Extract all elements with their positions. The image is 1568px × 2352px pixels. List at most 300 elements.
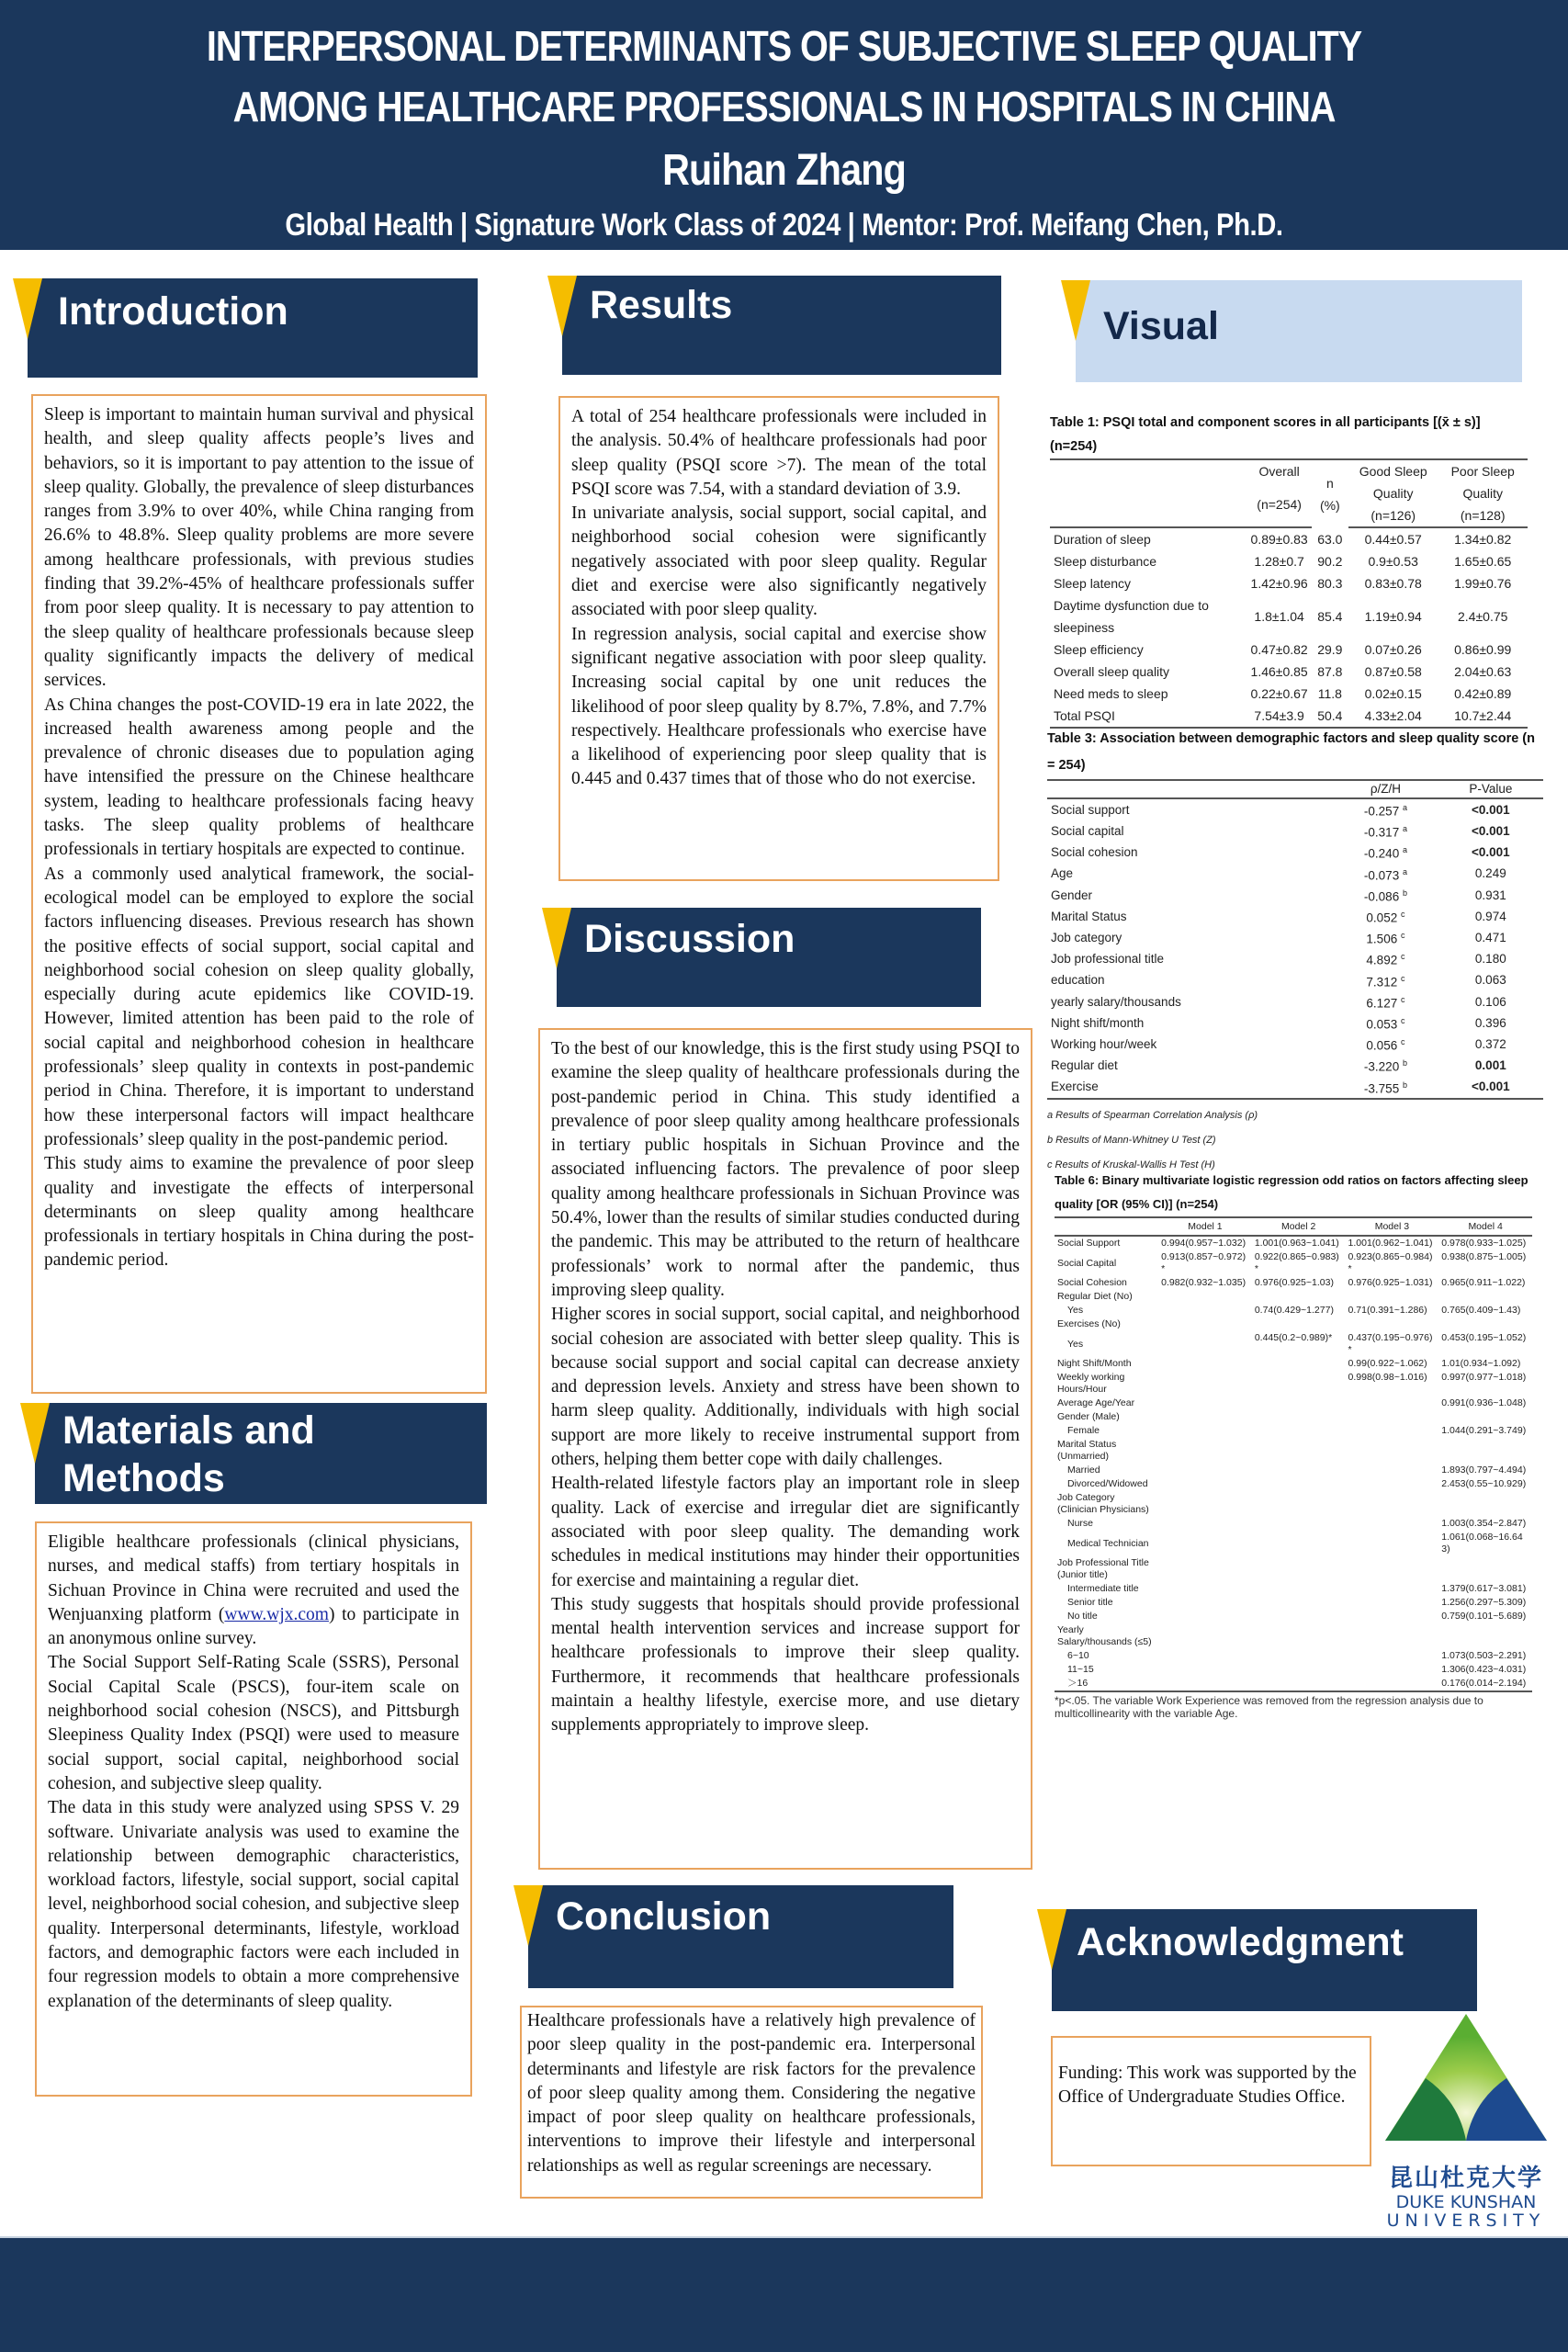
table-6-cell: 0.759(0.101~5.689) (1441, 1611, 1527, 1622)
table-6-cell (1158, 1464, 1252, 1477)
table-3-stat-cell (1333, 906, 1438, 927)
table-6-row-label: Social Support (1057, 1238, 1121, 1249)
table-6-cell: 0.71(0.391~1.286) (1348, 1305, 1427, 1316)
table-6-cell (1252, 1438, 1346, 1464)
table-3-stat: 4.892 (1366, 953, 1398, 967)
table-6-cell (1158, 1582, 1252, 1596)
table-6-row (1055, 1250, 1532, 1276)
table-3-footnote: a Results of Spearman Correlation Analysis (ρ) (1047, 1109, 1258, 1121)
conclusion-text-box: Healthcare professionals have a relatively high prevalence of poor sleep quality in the post-pandemic era. Interpersonal determinants and lifestyle are risk factors for the prevalence of poor sleep quality among them. Considering the negative impact of poor sleep quality on healthcare professionals, interventions to improve their lifestyle and interpersonal relationships as well as regular screenings are necessary. (520, 2006, 983, 2199)
table-6-row (1055, 1317, 1532, 1331)
table-6-row-label: Night Shift/Month (1057, 1358, 1132, 1369)
table-6-title: Table 6: Binary multivariate logistic regression odd ratios on factors affecting sleep quality [OR (95% CI)] (n=254) (1055, 1173, 1529, 1211)
logo-english-line-2: UNIVERSITY (1386, 2211, 1546, 2231)
table-1-cell: 0.22±0.67 (1250, 686, 1308, 701)
table-3-row-label: Job category (1051, 930, 1122, 944)
table-1-title: Table 1: PSQI total and component scores in all participants [(x̄ ± s)] (n=254) (1050, 415, 1481, 454)
table-3-row (1047, 970, 1543, 991)
table-6-cell: 0.982(0.932~1.035) (1161, 1277, 1247, 1288)
table-1-cell: 90.2 (1317, 554, 1343, 569)
table-6-cell: 0.965(0.911~1.022) (1441, 1277, 1526, 1288)
table-6-cell (1252, 1649, 1346, 1663)
table-6-cell: 1.379(0.617~3.081) (1441, 1583, 1527, 1594)
table-1-row (1050, 594, 1528, 639)
table-6-cell (1158, 1290, 1252, 1304)
results-heading: Results (562, 276, 1001, 375)
table-6-cell: 1.256(0.297~5.309) (1441, 1597, 1527, 1608)
table-1-cell: 1.42±0.96 (1250, 576, 1308, 591)
table-1-column-header (1050, 482, 1247, 527)
table-3-stat: 7.312 (1366, 975, 1398, 989)
table-6-note: *p<.05. The variable Work Experience was removed from the regression analysis due to multicollinearity with the variable Age. (1055, 1694, 1483, 1720)
table-6-cell: 2.453(0.55~10.929) (1441, 1478, 1527, 1489)
table-6-cell (1158, 1531, 1252, 1556)
table-3-stat-superscript: c (1400, 1016, 1405, 1026)
table-3-row-label: Regular diet (1051, 1058, 1118, 1073)
table-6-column-header: Model 1 (1158, 1217, 1252, 1236)
table-3-row (1047, 798, 1543, 820)
table-6-cell (1158, 1610, 1252, 1623)
table-6-cell (1252, 1290, 1346, 1304)
table-6-cell: 0.176(0.014~2.194) (1438, 1677, 1532, 1691)
table-1-column-header (1050, 459, 1247, 482)
table-3-stat: -0.257 (1363, 804, 1400, 819)
table-6-cell: 0.765(0.409~1.43) (1441, 1305, 1521, 1316)
table-6-cell (1158, 1623, 1252, 1649)
logo-chinese-name: 昆山杜克大学 (1388, 2165, 1543, 2192)
accent-triangle-icon (13, 278, 42, 339)
table-6-cell (1346, 1663, 1439, 1677)
table-6-cell (1158, 1331, 1252, 1357)
table-3-row (1047, 991, 1543, 1012)
introduction-paragraph: As China changes the post-COVID-19 era in late 2022, the increased health awareness among people and the prevalence of chronic diseases due to population aging have intensified the pressure on the Chinese healthcare system, leading to healthcare professionals facing heavy tasks. The sleep quality problems of healthcare professionals in tertiary hospitals are expected to continue. (44, 695, 474, 860)
table-6-row-label: Yes (1067, 1338, 1084, 1350)
table-6-row (1055, 1531, 1532, 1556)
table-3-row-label: Age (1051, 866, 1074, 881)
table-3-p-value: 0.931 (1474, 888, 1506, 902)
table-1-column-header: n (%) (1312, 459, 1348, 527)
table-3-stat-superscript: a (1402, 803, 1407, 812)
table-6-row (1055, 1556, 1532, 1582)
table-6-column-header: Model 3 (1346, 1217, 1439, 1236)
table-6-cell: 0.997(0.977~1.018) (1441, 1372, 1527, 1383)
table-6-row-label: Nurse (1067, 1518, 1094, 1529)
table-6-cell (1438, 1290, 1532, 1304)
discussion-paragraph: This study suggests that hospitals should provide professional mental health intervention services and increase support for healthcare professionals to improve their sleep quality. Furthermore, it recommends that healthcare professionals maintain a healthy lifestyle, exercise more, and use dietary supplements appropriately to improve sleep. (551, 1594, 1020, 1736)
table-6-row (1055, 1371, 1532, 1396)
table-6-cell (1438, 1438, 1532, 1464)
table-6-cell (1158, 1491, 1252, 1517)
table-6-row-label: Gender (Male) (1057, 1411, 1120, 1422)
table-6-cell (1346, 1410, 1439, 1424)
table-1-row-label: Overall sleep quality (1054, 664, 1170, 679)
accent-triangle-icon (542, 908, 571, 968)
table-6-row-label: Divorced/Widowed (1067, 1478, 1148, 1489)
table-6-cell (1346, 1649, 1439, 1663)
table-6-cell (1158, 1357, 1252, 1371)
table-6-cell (1438, 1491, 1532, 1517)
table-3-p-value: 0.063 (1474, 973, 1506, 988)
table-6-cell (1158, 1304, 1252, 1317)
table-3-row-label: Gender (1051, 888, 1093, 902)
table-6-cell (1346, 1596, 1439, 1610)
table-6-cell: 1.001(0.963~1.041) (1254, 1238, 1339, 1249)
table-6-cell (1252, 1491, 1346, 1517)
table-6-row-label: Regular Diet (No) (1057, 1291, 1133, 1302)
table-1-cell: 10.7±2.44 (1438, 705, 1528, 728)
table-6-cell: 0.976(0.925~1.03) (1254, 1277, 1334, 1288)
table-3-stat-superscript: b (1402, 1080, 1407, 1090)
table-6-cell (1158, 1556, 1252, 1582)
table-6-cell (1252, 1424, 1346, 1438)
discussion-text-box (538, 1028, 1032, 1870)
table-6-row (1055, 1663, 1532, 1677)
table-6-cell (1252, 1517, 1346, 1531)
table-1-cell: 80.3 (1317, 576, 1343, 591)
table-3-stat-cell (1333, 1077, 1438, 1099)
table-1-cell: 0.44±0.57 (1364, 532, 1422, 547)
table-6-cell: 1.061(0.068~16.643) (1441, 1532, 1523, 1555)
introduction-paragraph: As a commonly used analytical framework, the social-ecological model can be employed to explore the social factors influencing diseases. Previous research has shown the positive effects of social support, social capital and neighborhood social cohesion on sleep quality globally, especially during acute epidemics like COVID-19. However, limited attention has been paid to the role of social capital and neighborhood cohesion in healthcare professionals’ sleep quality in contexts in post-pandemic period in China. Therefore, it is important to understand how these interpersonal factors will impact healthcare professionals’ sleep quality in the post-pandemic period. (44, 864, 474, 1149)
results-paragraph: In univariate analysis, social support, social capital, and neighborhood social cohesion were significantly negatively associated with poor sleep quality. Regular diet and exercise were also significantly negatively associated with poor sleep quality. (571, 503, 987, 620)
table-6-cell: 0.922(0.865~0.983)* (1254, 1251, 1339, 1274)
table-3-stat-cell (1333, 820, 1438, 842)
table-1-cell: 87.8 (1317, 664, 1343, 679)
table-3-stat-cell (1333, 885, 1438, 906)
table-6-row (1055, 1464, 1532, 1477)
accent-triangle-icon (20, 1403, 50, 1464)
table-6-row-label: Intermediate title (1067, 1583, 1139, 1594)
table-3-stat: -0.240 (1363, 846, 1400, 861)
table-6-cell (1346, 1317, 1439, 1331)
table-1-cell: 1.99±0.76 (1454, 576, 1512, 591)
table-3-stat-cell (1333, 842, 1438, 863)
table-6-cell: 1.893(0.797~4.494) (1441, 1464, 1527, 1476)
table-3-row (1047, 906, 1543, 927)
table-6-row (1055, 1582, 1532, 1596)
table-3-stat-superscript: b (1402, 1058, 1407, 1069)
table-3-p-value: 0.372 (1474, 1036, 1506, 1051)
table-6-cell (1438, 1410, 1532, 1424)
table-1-row-label: Total PSQI (1050, 705, 1247, 728)
table-6-row-label: Yearly Salary/thousands (≤5) (1057, 1624, 1152, 1647)
table-6-cell: 0.978(0.933~1.025) (1441, 1238, 1527, 1249)
table-3-row-label: Social capital (1051, 823, 1124, 838)
table-6-cell (1252, 1582, 1346, 1596)
table-6-cell: 0.437(0.195~0.976)* (1348, 1332, 1433, 1355)
table-6-cell (1346, 1582, 1439, 1596)
results-paragraph: In regression analysis, social capital and exercise show significant negative association with poor sleep quality. Increasing social capital by one unit reduces the likelihood of poor sleep quality by 8.7%, 7.8%, and 7.7% respectively. Healthcare professionals who exercise have a likelihood of experiencing poor sleep quality that is 0.445 and 0.437 times that of those who do not exercise. (571, 624, 987, 789)
table-6-row (1055, 1596, 1532, 1610)
methods-text-box: Eligible healthcare professionals (clinical physicians, nurses, and medical staffs) from tertiary hospitals in Sichuan Province in China were recruited and used the Wenjuanxing platform (www.wjx.com) to participate in an anonymous online survey. The Social Support Self-Rating Scale (SSRS), Personal Social Capital Scale (PSCS), four-item scale on neighborhood social cohesion (NSCS), and Pittsburgh Sleepiness Quality Index (PSQI) were used to measure social support, social capital, neighborhood social cohesion, and subjective sleep quality. The data in this study were analyzed using SPSS V. 29 software. Univariate analysis was used to examine the relationship between demographic characteristics, workload factors, lifestyle, social support, social capital level, neighborhood social cohesion, and subjective sleep quality. Interpersonal determinants, lifestyle, workload factors, and demographic factors were each included in four regression models to obtain a more comprehensive explanation of the determinants of sleep quality. (35, 1521, 472, 2097)
table-3-stat: 6.127 (1366, 996, 1398, 1011)
table-6-row (1055, 1304, 1532, 1317)
table-6-cell: 0.453(0.195~1.052) (1441, 1332, 1527, 1343)
table-3-row-label: Exercise (1047, 1077, 1333, 1099)
table-1-cell: 1.8±1.04 (1254, 609, 1304, 624)
table-6-row (1055, 1276, 1532, 1290)
table-6-row (1055, 1623, 1532, 1649)
table-3-row (1047, 820, 1543, 842)
table-3-row-label: Social cohesion (1051, 845, 1138, 860)
visual-heading: Visual (1076, 280, 1522, 382)
poster-title-line-1: INTERPERSONAL DETERMINANTS OF SUBJECTIVE SLEEP QUALITY (206, 22, 1362, 70)
table-3-title: Table 3: Association between demographic factors and sleep quality score (n = 254) (1047, 731, 1535, 773)
table-6-cell (1346, 1491, 1439, 1517)
table-6-row (1055, 1331, 1532, 1357)
discussion-heading: Discussion (557, 908, 981, 1007)
table-6-cell: 1.044(0.291~3.749) (1441, 1425, 1527, 1436)
table-3-column-header: ρ/Z/H (1333, 780, 1438, 798)
table-6-cell (1252, 1531, 1346, 1556)
table-6-cell (1158, 1317, 1252, 1331)
table-6-cell: 1.003(0.354~2.847) (1441, 1518, 1527, 1529)
results-paragraph: A total of 254 healthcare professionals were included in the analysis. 50.4% of healthcare professionals had poor sleep quality (PSQI score >7). The mean of the total PSQI score was 7.54, with a standard deviation of 3.9. (571, 407, 987, 499)
table-6-cell (1252, 1357, 1346, 1371)
table-1-cell: 0.47±0.82 (1250, 642, 1308, 657)
table-6-row-label: Married (1067, 1464, 1100, 1476)
introduction-heading: Introduction (28, 278, 478, 378)
table-3-stat: -3.220 (1363, 1059, 1400, 1074)
table-3-stat-superscript: c (1400, 931, 1405, 941)
table-6-cell: 0.99(0.922~1.062) (1348, 1358, 1427, 1369)
table-6-cell (1158, 1517, 1252, 1531)
duke-kunshan-logo (1385, 2014, 1547, 2230)
table-3-stat-cell (1333, 864, 1438, 885)
table-6-row-label: ＞16 (1055, 1677, 1158, 1691)
author-name: Ruihan Zhang (662, 146, 906, 195)
table-3-stat-superscript: c (1400, 952, 1405, 962)
table-1-row (1050, 639, 1528, 661)
table-6-cell (1346, 1623, 1439, 1649)
acknowledgment-heading: Acknowledgment (1052, 1909, 1477, 2011)
methods-heading: Materials and Methods (35, 1403, 487, 1504)
table-6-cell: 0.994(0.957~1.032) (1161, 1238, 1247, 1249)
table-1-cell: 0.42±0.89 (1454, 686, 1512, 701)
table-6-cell (1158, 1677, 1252, 1691)
table-3-row (1047, 842, 1543, 863)
table-1-row-label: Sleep efficiency (1054, 642, 1144, 657)
table-6-cell (1158, 1596, 1252, 1610)
table-3-stat-cell (1333, 798, 1438, 820)
table-1-column-header: (n=254) (1247, 482, 1312, 527)
table-6-cell: 0.976(0.925~1.031) (1348, 1277, 1433, 1288)
table-6-row-label: Social Cohesion (1057, 1277, 1127, 1288)
table-3-p-value: <0.001 (1471, 823, 1510, 838)
table-3-stat-cell (1333, 927, 1438, 948)
table-1-cell: 11.8 (1317, 686, 1342, 701)
table-3-stat-superscript: a (1402, 824, 1407, 834)
table-1-cell: 4.33±2.04 (1348, 705, 1438, 728)
table-6-row (1055, 1410, 1532, 1424)
table-6-cell: 0.445(0.2~0.989)* (1254, 1332, 1333, 1343)
table-3-footnote: b Results of Mann-Whitney U Test (Z) (1047, 1134, 1216, 1146)
table-1 (1050, 411, 1528, 729)
table-6-cell (1346, 1610, 1439, 1623)
table-3-row (1047, 1077, 1543, 1099)
table-1-column-header: Poor Sleep (1438, 459, 1528, 482)
table-1-column-header: Overall (1247, 459, 1312, 482)
table-3-stat-cell (1333, 1012, 1438, 1034)
conclusion-heading: Conclusion (528, 1885, 953, 1988)
table-3-row (1047, 1012, 1543, 1034)
table-6-cell: 0.938(0.875~1.005) (1441, 1251, 1527, 1262)
table-6-cell (1252, 1396, 1346, 1410)
table-1-cell: 0.89±0.83 (1250, 532, 1308, 547)
table-6-column-header (1055, 1217, 1158, 1236)
table-6-row-label: Marital Status (Unmarried) (1057, 1439, 1117, 1462)
table-3-row (1047, 885, 1543, 906)
dku-mountain-icon (1385, 2014, 1547, 2154)
table-6-row (1055, 1517, 1532, 1531)
table-3-row (1047, 927, 1543, 948)
table-6-cell (1346, 1531, 1439, 1556)
table-3-stat: 0.053 (1366, 1017, 1398, 1032)
table-6-row-label: Weekly working Hours/Hour (1057, 1372, 1125, 1395)
table-1-cell: 63.0 (1317, 531, 1343, 547)
table-6-cell: 1.073(0.503~2.291) (1441, 1650, 1527, 1661)
table-1-row-label: Duration of sleep (1054, 532, 1151, 547)
table-6-cell (1346, 1556, 1439, 1582)
table-6-cell (1252, 1371, 1346, 1396)
table-3-stat-superscript: c (1400, 994, 1405, 1004)
introduction-text-box (31, 394, 487, 1394)
discussion-paragraph: To the best of our knowledge, this is the first study using PSQI to examine the sleep quality of healthcare professionals during the post-pandemic period in China. This study identified a prevalence of poor sleep quality among healthcare professionals in tertiary public hospitals in Sichuan Province and the associated influencing factors. The prevalence of poor sleep quality among healthcare professionals in Sichuan Province was 50.4%, lower than the results of similar studies conducted during the pandemic. This may be attributed to the return of healthcare professionals’ work to normal after the pandemic, thus improving sleep quality. (551, 1039, 1020, 1300)
table-3-p-value: <0.001 (1471, 802, 1510, 817)
table-6-row-label: 6~10 (1067, 1650, 1089, 1661)
table-3-notes (1047, 1103, 1543, 1178)
table-3-row-label: Social support (1051, 802, 1130, 817)
accent-triangle-icon (1061, 280, 1090, 341)
table-3-stat-cell (1333, 1034, 1438, 1055)
table-6-row-label: 11~15 (1067, 1664, 1094, 1675)
table-3-stat-superscript: c (1400, 973, 1405, 983)
table-3-row-label: Night shift/month (1051, 1015, 1145, 1030)
table-3-footnote: c Results of Kruskal-Wallis H Test (H) (1047, 1159, 1215, 1170)
table-6-cell: 0.74(0.429~1.277) (1254, 1305, 1334, 1316)
table-6-column-header: Model 4 (1438, 1217, 1532, 1236)
table-1-cell: 50.4 (1312, 705, 1348, 728)
table-6-cell (1158, 1371, 1252, 1396)
table-1-cell: 0.07±0.26 (1364, 642, 1422, 657)
table-1-cell: 2.04±0.63 (1454, 664, 1512, 679)
table-6-row (1055, 1491, 1532, 1517)
table-6-cell (1438, 1556, 1532, 1582)
table-6-cell (1158, 1663, 1252, 1677)
table-6-cell (1252, 1596, 1346, 1610)
table-3-stat: 0.056 (1366, 1038, 1398, 1053)
table-6-cell: 0.913(0.857~0.972)* (1161, 1251, 1247, 1274)
table-6-cell (1346, 1290, 1439, 1304)
table-1-cell: 0.87±0.58 (1364, 664, 1422, 679)
table-3-stat-cell (1333, 991, 1438, 1012)
table-6-row-label: Job Category (Clinician Physicians) (1057, 1492, 1149, 1515)
table-1-row (1050, 705, 1528, 728)
accent-triangle-icon (547, 276, 577, 336)
table-3-row-label: education (1051, 973, 1105, 988)
table-1-cell: 1.19±0.94 (1364, 609, 1422, 624)
table-1-cell: 0.86±0.99 (1454, 642, 1512, 657)
table-3-stat: 1.506 (1366, 932, 1398, 946)
table-1-column-header: Good Sleep (1348, 459, 1438, 482)
table-3-p-value: 0.396 (1474, 1015, 1506, 1030)
table-6-cell (1158, 1438, 1252, 1464)
table-3-stat-superscript: c (1400, 910, 1405, 920)
table-6-row-label: Job Professional Title (Junior title) (1057, 1557, 1149, 1580)
logo-english-line-1: DUKE KUNSHAN (1395, 2192, 1537, 2212)
table-1-cell: 0.83±0.78 (1364, 576, 1422, 591)
table-1-cell: 2.4±0.75 (1458, 609, 1508, 624)
table-6-cell: 1.01(0.934~1.092) (1441, 1358, 1521, 1369)
results-text-box (558, 396, 999, 881)
table-3-stat-superscript: a (1402, 866, 1407, 876)
table-3-stat: -0.317 (1363, 825, 1400, 840)
table-6-row-label: No title (1067, 1611, 1098, 1622)
table-1-row (1050, 550, 1528, 572)
table-6-cell (1252, 1317, 1346, 1331)
table-6-cell (1252, 1663, 1346, 1677)
table-6-cell (1346, 1464, 1439, 1477)
table-3-stat: -0.073 (1363, 868, 1400, 883)
table-1-cell: 29.9 (1317, 642, 1343, 657)
table-6-cell (1346, 1477, 1439, 1491)
table-6-cell (1252, 1556, 1346, 1582)
table-6-cell (1346, 1424, 1439, 1438)
table-6-cell (1158, 1424, 1252, 1438)
table-3-p-value: 0.471 (1474, 930, 1506, 944)
table-6-row-label: Female (1067, 1425, 1100, 1436)
table-3-row (1047, 864, 1543, 885)
table-6-cell: 0.923(0.865~0.984)* (1348, 1251, 1433, 1274)
table-6-cell (1252, 1610, 1346, 1623)
table-1-cell: 7.54±3.9 (1247, 705, 1312, 728)
table-6-cell (1158, 1477, 1252, 1491)
table-6-row (1055, 1677, 1532, 1691)
table-6-cell (1346, 1396, 1439, 1410)
table-6-row-label: Average Age/Year (1057, 1397, 1135, 1408)
table-1-row (1050, 527, 1528, 550)
table-3-stat-cell (1333, 1055, 1438, 1076)
table-1-cell: 1.34±0.82 (1454, 532, 1512, 547)
table-6-cell (1252, 1410, 1346, 1424)
table-6-cell (1346, 1438, 1439, 1464)
table-3-stat-cell (1333, 948, 1438, 969)
acknowledgment-text-box: Funding: This work was supported by the Office of Undergraduate Studies Office. (1051, 2036, 1371, 2166)
table-6-cell: 1.001(0.962~1.041) (1348, 1238, 1433, 1249)
table-6-cell: 0.998(0.98~1.016) (1348, 1372, 1427, 1383)
table-3-row (1047, 1055, 1543, 1076)
table-6-row (1055, 1396, 1532, 1410)
table-1-cell: 1.28±0.7 (1254, 554, 1304, 569)
introduction-paragraph: This study aims to examine the prevalence of poor sleep quality and investigate the effects of interpersonal determinants on sleep quality among healthcare professionals in tertiary hospitals in China during the post-pandemic period. (44, 1154, 474, 1271)
table-3-stat-cell (1333, 970, 1438, 991)
table-3-row (1047, 1034, 1543, 1055)
discussion-paragraph: Higher scores in social support, social capital, and neighborhood social cohesion are associated with better sleep quality. This is because social support and social capital can decrease anxiety and depression levels. Anxiety and stress have been shown to harm sleep quality. Additionally, individuals with high social support are more likely to receive instrumental support from others, helping them better cope with daily challenges. (551, 1305, 1020, 1470)
table-3-row-label: Job professional title (1051, 952, 1165, 967)
table-6-row-label: Yes (1067, 1305, 1084, 1316)
table-6-cell: 0.991(0.936~1.048) (1441, 1397, 1527, 1408)
table-6-row (1055, 1357, 1532, 1371)
table-6-cell (1252, 1464, 1346, 1477)
accent-triangle-icon (513, 1885, 543, 1946)
wjx-link[interactable]: www.wjx.com (224, 1604, 329, 1624)
table-3-stat-superscript: a (1402, 845, 1407, 855)
table-1-row-label: Sleep latency (1054, 576, 1132, 591)
table-1-row-label: Daytime dysfunction due to sleepiness (1054, 598, 1209, 635)
table-6-cell (1252, 1623, 1346, 1649)
table-6-row (1055, 1424, 1532, 1438)
table-3-p-value: 0.974 (1474, 909, 1506, 923)
